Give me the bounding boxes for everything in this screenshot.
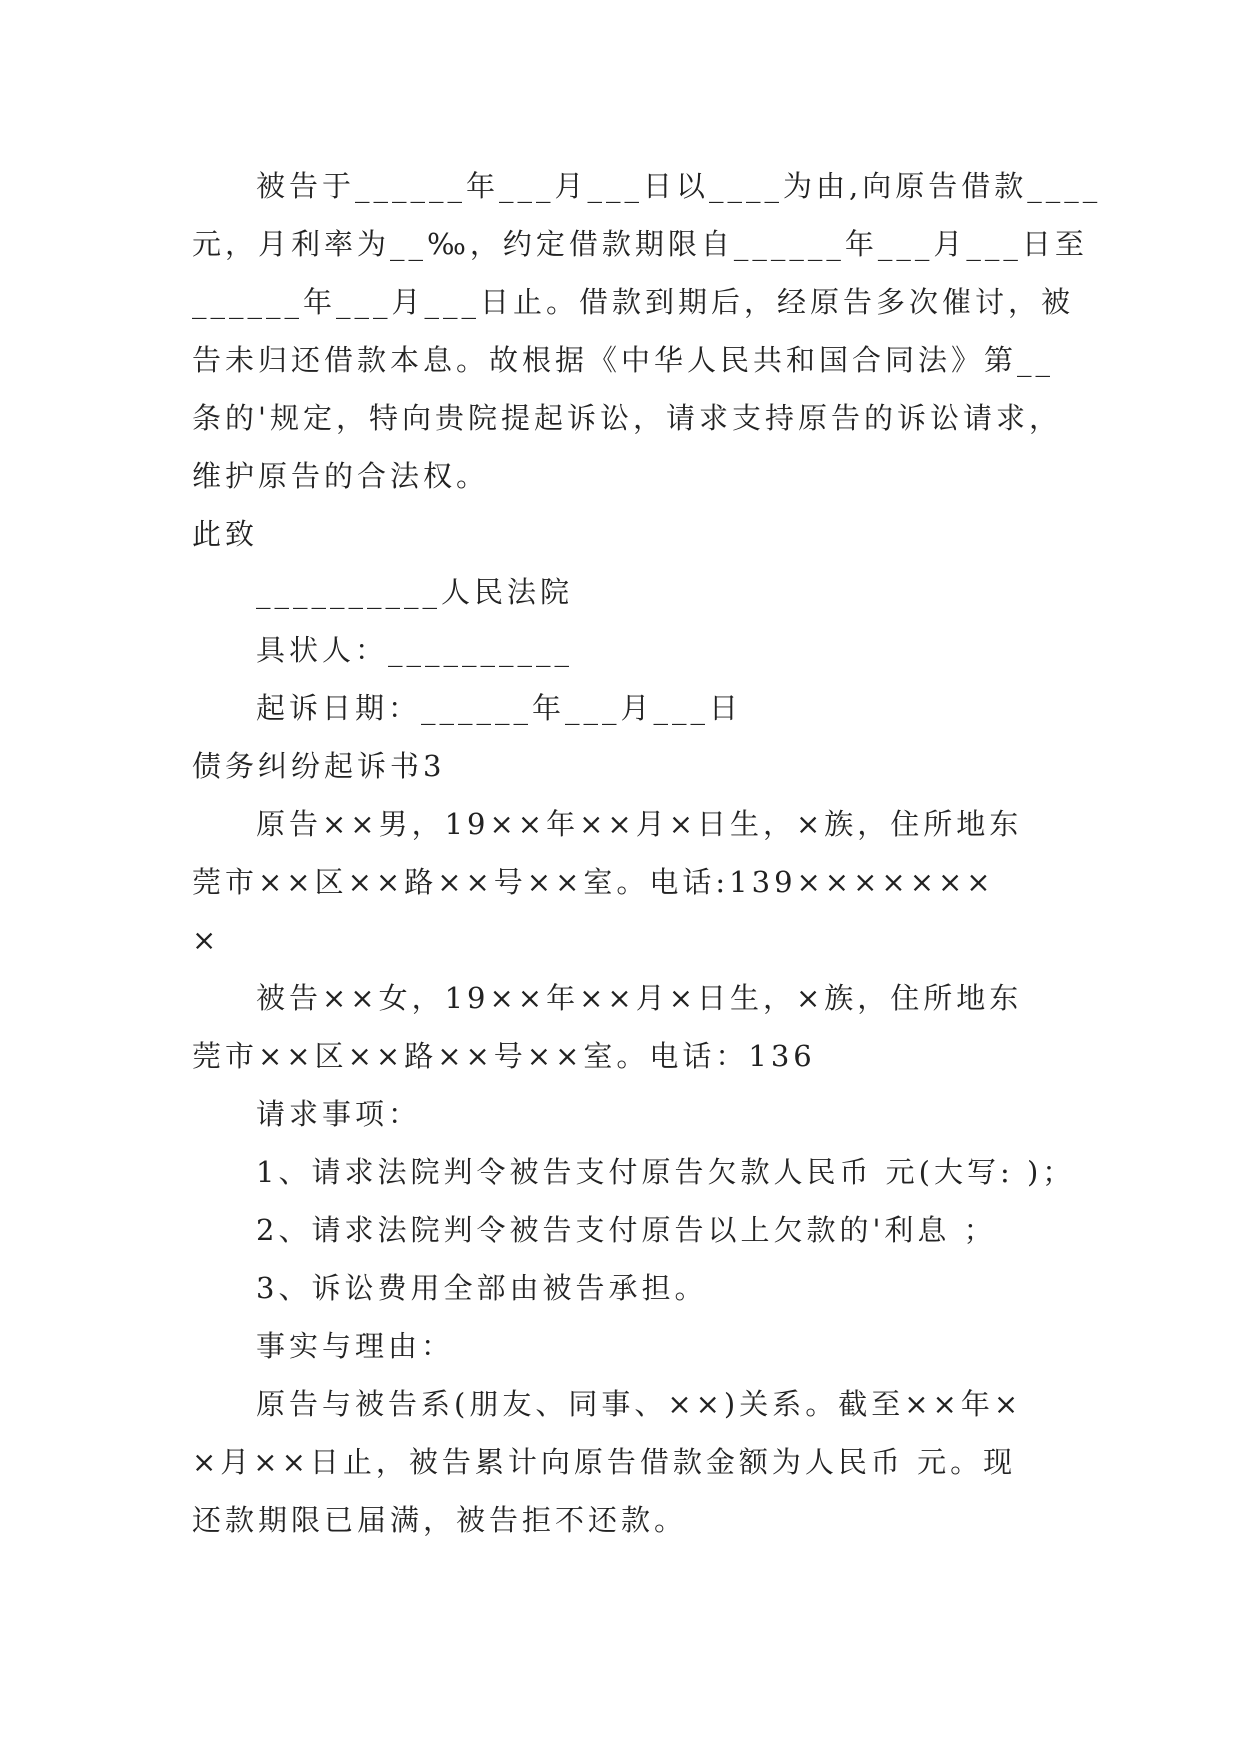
paragraph-line: 莞市××区××路××号××室。电话:139××××××× xyxy=(192,865,995,899)
paragraph-line: 元，月利率为__‰，约定借款期限自______年___月___日至 xyxy=(192,227,1088,261)
filing-date-line: 起诉日期：______年___月___日 xyxy=(256,691,743,725)
claim-item: 3、诉讼费用全部由被告承担。 xyxy=(256,1271,708,1305)
signer-line: 具状人：__________ xyxy=(256,633,574,667)
paragraph-line: 莞市××区××路××号××室。电话：136 xyxy=(192,1039,816,1073)
claims-heading: 请求事项： xyxy=(256,1097,422,1131)
paragraph-line: 条的'规定，特向贵院提起诉讼，请求支持原告的诉讼请求， xyxy=(192,401,1062,435)
facts-heading: 事实与理由： xyxy=(256,1329,455,1363)
court-addressee: __________人民法院 xyxy=(256,575,574,609)
paragraph-line: 维护原告的合法权。 xyxy=(192,459,490,493)
salutation: 此致 xyxy=(192,517,259,551)
claim-item: 1、请求法院判令被告支付原告欠款人民币 元(大写: )； xyxy=(256,1155,1076,1189)
section-heading: 债务纠纷起诉书3 xyxy=(192,749,446,783)
paragraph-line: ×月××日止，被告累计向原告借款金额为人民币 元。现 xyxy=(192,1445,1017,1479)
paragraph-line: ______年___月___日止。借款到期后，经原告多次催讨，被 xyxy=(192,285,1075,319)
paragraph-line: 原告××男，19××年××月×日生，×族，住所地东 xyxy=(256,807,1023,841)
claim-item: 2、请求法院判令被告支付原告以上欠款的'利息 ； xyxy=(256,1213,997,1247)
paragraph-line: 被告于______年___月___日以____为由,向原告借款____ xyxy=(256,169,1102,203)
paragraph-line: 被告××女，19××年××月×日生，×族，住所地东 xyxy=(256,981,1023,1015)
paragraph-line: 原告与被告系(朋友、同事、××)关系。截至××年× xyxy=(256,1387,1023,1421)
paragraph-line: × xyxy=(192,923,221,957)
paragraph-line: 还款期限已届满，被告拒不还款。 xyxy=(192,1503,688,1537)
paragraph-line: 告未归还借款本息。故根据《中华人民共和国合同法》第__ xyxy=(192,343,1055,377)
